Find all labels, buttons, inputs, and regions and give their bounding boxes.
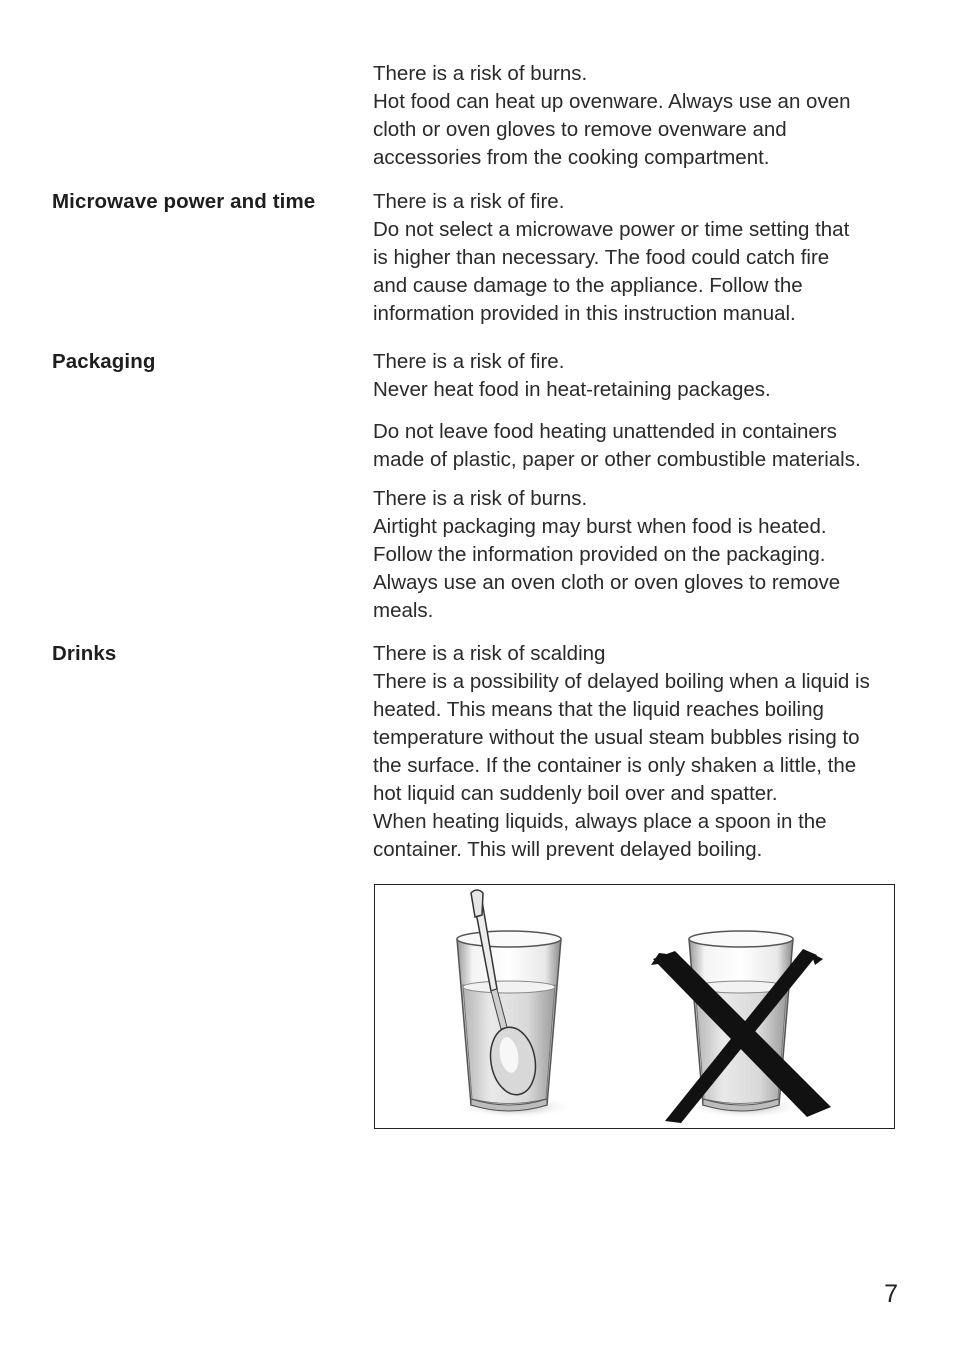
burns-intro-paragraph <box>373 60 913 172</box>
page-number: 7 <box>884 1280 898 1308</box>
glass-with-spoon-icon <box>457 890 573 1118</box>
text-line: is higher than necessary. The food could catch fire <box>373 246 830 269</box>
microwave-power-heading: Microwave power and time <box>52 190 316 213</box>
text-line: Follow the information provided on the packaging. <box>373 543 826 566</box>
spoon-in-glass-illustration <box>374 884 895 1129</box>
text-line: Always use an oven cloth or oven gloves to remove <box>373 571 841 594</box>
text-line: and cause damage to the appliance. Follow the <box>373 274 803 297</box>
text-line: Hot food can heat up ovenware. Always use an oven <box>373 90 851 113</box>
text-line: accessories from the cooking compartment. <box>373 146 770 169</box>
text-line: Never heat food in heat-retaining packages. <box>373 378 771 401</box>
text-line: cloth or oven gloves to remove ovenware and <box>373 118 787 141</box>
drinks-heading: Drinks <box>52 642 117 665</box>
drinks-scalding-paragraph <box>373 640 913 864</box>
packaging-burns-paragraph <box>373 485 913 625</box>
packaging-heading: Packaging <box>52 350 156 373</box>
text-line: Do not select a microwave power or time setting that <box>373 218 850 241</box>
text-line: hot liquid can suddenly boil over and spatter. <box>373 782 778 805</box>
packaging-unattended-paragraph <box>373 418 913 474</box>
text-line: There is a risk of fire. <box>373 350 565 373</box>
microwave-power-paragraph <box>373 188 913 328</box>
text-line: When heating liquids, always place a spoon in the <box>373 810 827 833</box>
text-line: There is a risk of burns. <box>373 62 588 85</box>
text-line: heated. This means that the liquid reaches boiling <box>373 698 824 721</box>
text-line: made of plastic, paper or other combustible materials. <box>373 448 861 471</box>
text-line: There is a possibility of delayed boiling when a liquid is <box>373 670 870 693</box>
text-line: There is a risk of burns. <box>373 487 588 510</box>
text-line: Airtight packaging may burst when food is heated. <box>373 515 827 538</box>
text-line: temperature without the usual steam bubbles rising to <box>373 726 860 749</box>
text-line: Do not leave food heating unattended in containers <box>373 420 837 443</box>
text-line: meals. <box>373 599 434 622</box>
packaging-fire-paragraph <box>373 348 913 404</box>
text-line: There is a risk of fire. <box>373 190 565 213</box>
text-line: the surface. If the container is only shaken a little, the <box>373 754 857 777</box>
text-line: There is a risk of scalding <box>373 642 606 665</box>
text-line: information provided in this instruction manual. <box>373 302 796 325</box>
text-line: container. This will prevent delayed boiling. <box>373 838 763 861</box>
